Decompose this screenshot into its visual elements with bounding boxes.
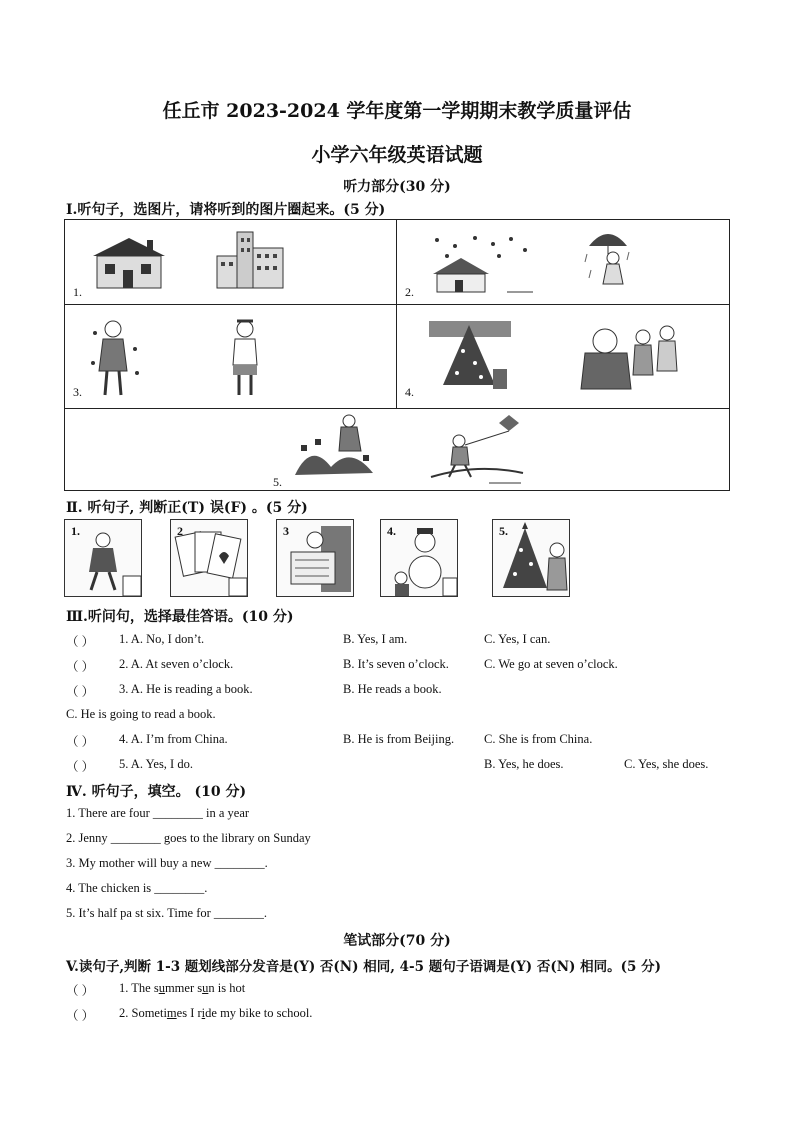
underlined-letter: u (202, 981, 209, 995)
q1-option-a: 1. A. No, I don’t. (119, 632, 205, 646)
item-number: 2. (405, 285, 414, 299)
item-number: 4. (387, 524, 396, 538)
children-planting-picture[interactable] (291, 411, 381, 485)
underlined-letter: i (201, 1006, 206, 1020)
q2-option-a: 2. A. At seven o’clock. (119, 657, 234, 671)
answer-paren[interactable]: （ ） (66, 635, 95, 649)
fill-blank-line-2: 2. Jenny ________ goes to the library on Sunday (66, 831, 311, 845)
item-number: 5. (273, 475, 282, 489)
apartment-building-picture[interactable] (215, 230, 287, 292)
sentence-text: 2. Someti (119, 1006, 167, 1020)
item-number: 1. (71, 524, 80, 538)
exam-title: 任丘市 2023-2024 学年度第一学期期末教学质量评估 (162, 100, 632, 122)
answer-paren[interactable]: （ ） (66, 760, 95, 774)
sentence-text: 1. The s (119, 981, 159, 995)
christmas-tree-picture[interactable] (427, 319, 513, 393)
section1-heading: Ⅰ.听句子，选图片，请将听到的图片圈起来。(5 分) (66, 202, 386, 218)
q5-1-sentence (119, 981, 245, 996)
item-number: 5. (499, 524, 508, 538)
q2-option-b: B. It’s seven o’clock. (343, 657, 449, 671)
house-picture[interactable] (89, 234, 167, 292)
exam-subtitle: 小学六年级英语试题 (311, 144, 483, 166)
girl-in-autumn-picture[interactable] (91, 313, 141, 399)
playing-cards-picture[interactable] (170, 519, 248, 597)
q1-option-c: C. Yes, I can. (484, 632, 551, 646)
fill-blank-line-1: 1. There are four ________ in a year (66, 806, 250, 820)
grid-cell-5 (65, 409, 729, 490)
answer-paren[interactable]: （ ） (66, 685, 95, 699)
answer-paren[interactable]: （ ） (66, 735, 95, 749)
q3-option-c: C. He is going to read a book. (66, 707, 216, 721)
fill-blank-line-4: 4. The chicken is ________. (66, 881, 208, 895)
answer-paren[interactable]: （ ） (66, 1009, 95, 1023)
q1-option-b: B. Yes, I am. (343, 632, 408, 646)
sentence-text: mmer s (164, 981, 203, 995)
q5-2-sentence (119, 1006, 312, 1021)
underlined-letter: u (158, 981, 165, 995)
q5-option-b: B. Yes, he does. (484, 757, 564, 771)
section2-heading: Ⅱ. 听句子, 判断正(T) 误(F) 。(5 分) (66, 500, 308, 516)
grid-cell-2 (397, 220, 729, 305)
fill-blank-line-3: 3. My mother will buy a new ________. (66, 856, 268, 870)
q4-option-b: B. He is from Beijing. (343, 732, 455, 746)
fill-blank-line-5: 5. It’s half pa st six. Time for ________. (66, 906, 268, 920)
skater-picture[interactable] (64, 519, 142, 597)
q3-option-b: B. He reads a book. (343, 682, 442, 696)
q5-option-a: 5. A. Yes, I do. (119, 757, 193, 771)
snowman-picture[interactable] (380, 519, 458, 597)
answer-paren[interactable]: （ ） (66, 984, 95, 998)
item-number: 2 (177, 524, 183, 538)
sentence-text: de my bike to school. (205, 1006, 313, 1020)
q3-option-a: 3. A. He is reading a book. (119, 682, 253, 696)
sentence-text: es I r (176, 1006, 202, 1020)
item-number: 3. (73, 385, 82, 399)
section3-heading: Ⅲ.听问句，选择最佳答语。(10 分) (66, 609, 294, 625)
grid-cell-4 (397, 305, 729, 409)
q4-option-c: C. She is from China. (484, 732, 593, 746)
sentence-text: n is hot (208, 981, 246, 995)
girl-in-summer-picture[interactable] (221, 313, 271, 399)
answer-paren[interactable]: （ ） (66, 660, 95, 674)
man-reading-newspaper-picture[interactable] (276, 519, 354, 597)
section5-heading: V.读句子,判断 1-3 题划线部分发音是(Y) 否(N) 相同, 4-5 题句子语调是(Y) 否(N) 相同。(5 分) (66, 959, 662, 975)
item-number: 3 (283, 524, 289, 538)
q4-option-a: 4. A. I’m from China. (119, 732, 228, 746)
santa-with-children-picture[interactable] (575, 319, 685, 393)
decorating-tree-picture[interactable] (492, 519, 570, 597)
girl-with-umbrella-picture[interactable] (583, 224, 633, 290)
underlined-letter: m (166, 1006, 177, 1020)
q2-option-c: C. We go at seven o’clock. (484, 657, 618, 671)
item-number: 1. (73, 285, 82, 299)
section4-heading: Ⅳ. 听句子，填空。 (10 分) (66, 784, 247, 800)
item-number: 4. (405, 385, 414, 399)
writing-part-heading: 笔试部分(70 分) (343, 933, 451, 949)
boy-flying-kite-picture[interactable] (429, 411, 525, 485)
listening-part-heading: 听力部分(30 分) (343, 179, 451, 195)
grid-cell-1 (65, 220, 397, 305)
q5-option-c: C. Yes, she does. (624, 757, 709, 771)
grid-cell-3 (65, 305, 397, 409)
section1-picture-grid (64, 219, 730, 491)
snowy-cottage-picture[interactable] (427, 234, 537, 296)
